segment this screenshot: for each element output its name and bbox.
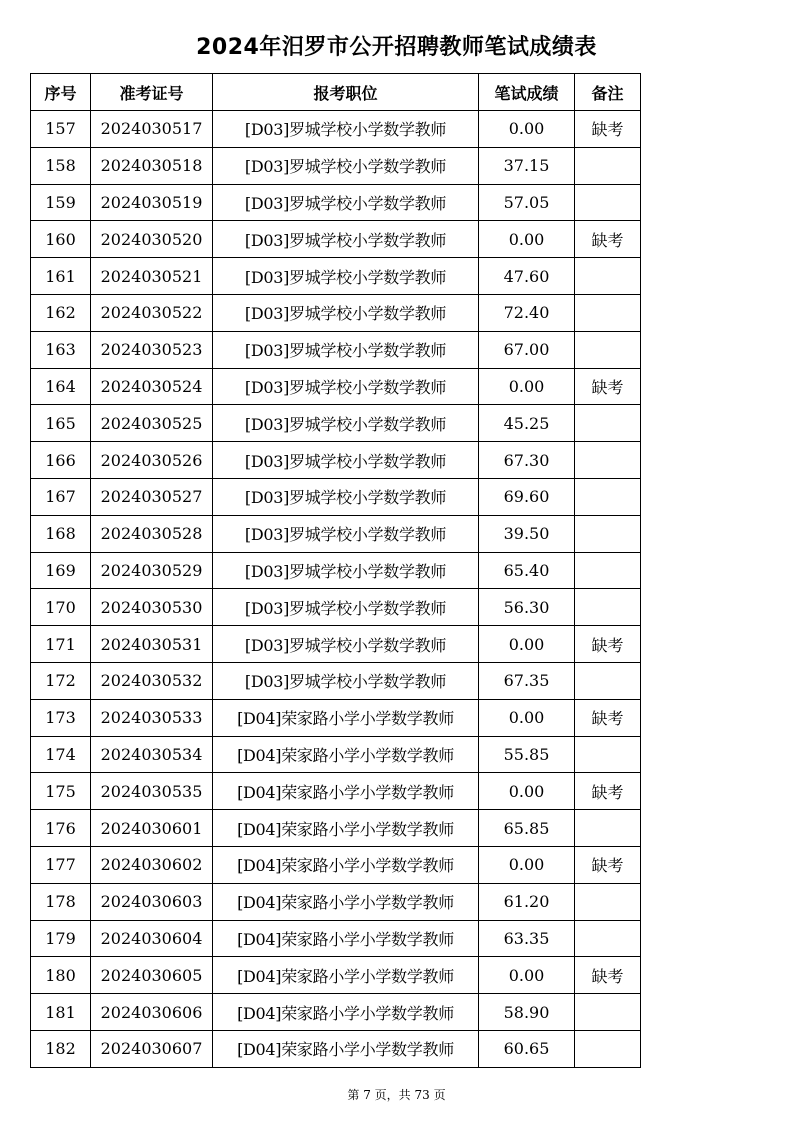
cell-position: [D03]罗城学校小学数学教师	[213, 552, 479, 589]
cell-remark	[575, 184, 641, 221]
cell-position: [D04]荣家路小学小学数学教师	[213, 736, 479, 773]
cell-position: [D03]罗城学校小学数学教师	[213, 589, 479, 626]
table-row	[31, 368, 641, 405]
table-row	[31, 920, 641, 957]
cell-seq: 164	[31, 368, 91, 405]
cell-score: 0.00	[479, 699, 575, 736]
table-row	[31, 111, 641, 148]
cell-ticket: 2024030531	[91, 626, 213, 663]
table-row	[31, 1030, 641, 1067]
table-row	[31, 221, 641, 258]
table-row	[31, 184, 641, 221]
cell-score: 0.00	[479, 846, 575, 883]
cell-seq: 179	[31, 920, 91, 957]
cell-score: 67.00	[479, 331, 575, 368]
cell-position: [D03]罗城学校小学数学教师	[213, 405, 479, 442]
cell-ticket: 2024030602	[91, 846, 213, 883]
cell-score: 0.00	[479, 957, 575, 994]
cell-position: [D03]罗城学校小学数学教师	[213, 221, 479, 258]
cell-score: 65.40	[479, 552, 575, 589]
cell-ticket: 2024030522	[91, 294, 213, 331]
page-title: 2024年汨罗市公开招聘教师笔试成绩表	[196, 35, 597, 60]
cell-position: [D03]罗城学校小学数学教师	[213, 368, 479, 405]
cell-score: 0.00	[479, 368, 575, 405]
cell-seq: 166	[31, 442, 91, 479]
cell-remark: 缺考	[575, 846, 641, 883]
cell-score: 65.85	[479, 810, 575, 847]
table-row	[31, 846, 641, 883]
header-ticket: 准考证号	[91, 74, 213, 111]
cell-ticket: 2024030529	[91, 552, 213, 589]
score-table	[30, 73, 641, 1068]
cell-seq: 177	[31, 846, 91, 883]
cell-remark	[575, 331, 641, 368]
cell-ticket: 2024030521	[91, 258, 213, 295]
cell-seq: 167	[31, 478, 91, 515]
cell-score: 47.60	[479, 258, 575, 295]
cell-ticket: 2024030527	[91, 478, 213, 515]
table-row	[31, 294, 641, 331]
cell-position: [D03]罗城学校小学数学教师	[213, 184, 479, 221]
cell-position: [D04]荣家路小学小学数学教师	[213, 957, 479, 994]
cell-ticket: 2024030528	[91, 515, 213, 552]
cell-seq: 172	[31, 662, 91, 699]
table-row	[31, 515, 641, 552]
table-row	[31, 662, 641, 699]
cell-remark	[575, 1030, 641, 1067]
cell-position: [D03]罗城学校小学数学教师	[213, 294, 479, 331]
table-row	[31, 773, 641, 810]
table-row	[31, 258, 641, 295]
cell-ticket: 2024030517	[91, 111, 213, 148]
cell-remark	[575, 515, 641, 552]
cell-ticket: 2024030524	[91, 368, 213, 405]
cell-score: 60.65	[479, 1030, 575, 1067]
cell-score: 69.60	[479, 478, 575, 515]
cell-score: 56.30	[479, 589, 575, 626]
cell-remark: 缺考	[575, 626, 641, 663]
cell-seq: 180	[31, 957, 91, 994]
cell-ticket: 2024030604	[91, 920, 213, 957]
table-row	[31, 883, 641, 920]
cell-ticket: 2024030523	[91, 331, 213, 368]
cell-seq: 161	[31, 258, 91, 295]
cell-seq: 170	[31, 589, 91, 626]
cell-score: 61.20	[479, 883, 575, 920]
cell-score: 58.90	[479, 994, 575, 1031]
cell-ticket: 2024030532	[91, 662, 213, 699]
cell-score: 45.25	[479, 405, 575, 442]
cell-remark	[575, 147, 641, 184]
cell-ticket: 2024030530	[91, 589, 213, 626]
cell-seq: 169	[31, 552, 91, 589]
cell-seq: 158	[31, 147, 91, 184]
cell-position: [D03]罗城学校小学数学教师	[213, 331, 479, 368]
cell-ticket: 2024030520	[91, 221, 213, 258]
cell-position: [D04]荣家路小学小学数学教师	[213, 920, 479, 957]
cell-position: [D04]荣家路小学小学数学教师	[213, 994, 479, 1031]
table-row	[31, 405, 641, 442]
cell-remark	[575, 736, 641, 773]
cell-seq: 163	[31, 331, 91, 368]
cell-ticket: 2024030519	[91, 184, 213, 221]
cell-ticket: 2024030607	[91, 1030, 213, 1067]
table-row	[31, 957, 641, 994]
cell-ticket: 2024030601	[91, 810, 213, 847]
cell-remark	[575, 589, 641, 626]
cell-position: [D04]荣家路小学小学数学教师	[213, 1030, 479, 1067]
table-row	[31, 442, 641, 479]
table-row	[31, 626, 641, 663]
cell-remark: 缺考	[575, 368, 641, 405]
cell-remark: 缺考	[575, 111, 641, 148]
cell-score: 39.50	[479, 515, 575, 552]
cell-score: 55.85	[479, 736, 575, 773]
table-row	[31, 699, 641, 736]
table-row	[31, 552, 641, 589]
cell-seq: 178	[31, 883, 91, 920]
cell-remark	[575, 883, 641, 920]
cell-seq: 165	[31, 405, 91, 442]
cell-seq: 160	[31, 221, 91, 258]
table-row	[31, 994, 641, 1031]
cell-seq: 173	[31, 699, 91, 736]
cell-score: 0.00	[479, 626, 575, 663]
cell-ticket: 2024030518	[91, 147, 213, 184]
header-position: 报考职位	[213, 74, 479, 111]
cell-remark: 缺考	[575, 699, 641, 736]
cell-position: [D03]罗城学校小学数学教师	[213, 147, 479, 184]
cell-remark	[575, 994, 641, 1031]
cell-remark	[575, 920, 641, 957]
cell-ticket: 2024030606	[91, 994, 213, 1031]
cell-position: [D03]罗城学校小学数学教师	[213, 258, 479, 295]
cell-ticket: 2024030534	[91, 736, 213, 773]
cell-ticket: 2024030533	[91, 699, 213, 736]
cell-ticket: 2024030605	[91, 957, 213, 994]
cell-remark: 缺考	[575, 957, 641, 994]
cell-remark	[575, 552, 641, 589]
cell-score: 0.00	[479, 221, 575, 258]
cell-position: [D04]荣家路小学小学数学教师	[213, 699, 479, 736]
cell-seq: 162	[31, 294, 91, 331]
cell-position: [D03]罗城学校小学数学教师	[213, 515, 479, 552]
cell-score: 57.05	[479, 184, 575, 221]
cell-position: [D04]荣家路小学小学数学教师	[213, 883, 479, 920]
cell-remark	[575, 662, 641, 699]
cell-position: [D03]罗城学校小学数学教师	[213, 626, 479, 663]
cell-score: 0.00	[479, 111, 575, 148]
table-row	[31, 478, 641, 515]
cell-seq: 182	[31, 1030, 91, 1067]
cell-score: 37.15	[479, 147, 575, 184]
cell-ticket: 2024030535	[91, 773, 213, 810]
table-row	[31, 810, 641, 847]
cell-position: [D03]罗城学校小学数学教师	[213, 111, 479, 148]
table-row	[31, 589, 641, 626]
table-header-row	[31, 74, 641, 111]
cell-seq: 175	[31, 773, 91, 810]
table-row	[31, 736, 641, 773]
cell-remark	[575, 442, 641, 479]
cell-remark: 缺考	[575, 221, 641, 258]
cell-remark	[575, 294, 641, 331]
header-remark: 备注	[575, 74, 641, 111]
cell-position: [D04]荣家路小学小学数学教师	[213, 846, 479, 883]
cell-remark	[575, 405, 641, 442]
cell-score: 63.35	[479, 920, 575, 957]
cell-seq: 168	[31, 515, 91, 552]
page-footer: 第 7 页，共 73 页	[347, 1088, 446, 1102]
cell-seq: 157	[31, 111, 91, 148]
cell-ticket: 2024030526	[91, 442, 213, 479]
cell-ticket: 2024030603	[91, 883, 213, 920]
cell-seq: 159	[31, 184, 91, 221]
cell-position: [D04]荣家路小学小学数学教师	[213, 810, 479, 847]
cell-seq: 176	[31, 810, 91, 847]
cell-score: 72.40	[479, 294, 575, 331]
header-seq: 序号	[31, 74, 91, 111]
cell-score: 67.30	[479, 442, 575, 479]
table-row	[31, 147, 641, 184]
cell-ticket: 2024030525	[91, 405, 213, 442]
cell-seq: 181	[31, 994, 91, 1031]
cell-score: 67.35	[479, 662, 575, 699]
cell-remark	[575, 478, 641, 515]
cell-position: [D03]罗城学校小学数学教师	[213, 662, 479, 699]
cell-position: [D04]荣家路小学小学数学教师	[213, 773, 479, 810]
cell-score: 0.00	[479, 773, 575, 810]
table-body	[31, 111, 641, 1068]
cell-position: [D03]罗城学校小学数学教师	[213, 442, 479, 479]
cell-position: [D03]罗城学校小学数学教师	[213, 478, 479, 515]
cell-remark	[575, 258, 641, 295]
cell-remark: 缺考	[575, 773, 641, 810]
cell-remark	[575, 810, 641, 847]
table-row	[31, 331, 641, 368]
header-score: 笔试成绩	[479, 74, 575, 111]
cell-seq: 171	[31, 626, 91, 663]
cell-seq: 174	[31, 736, 91, 773]
